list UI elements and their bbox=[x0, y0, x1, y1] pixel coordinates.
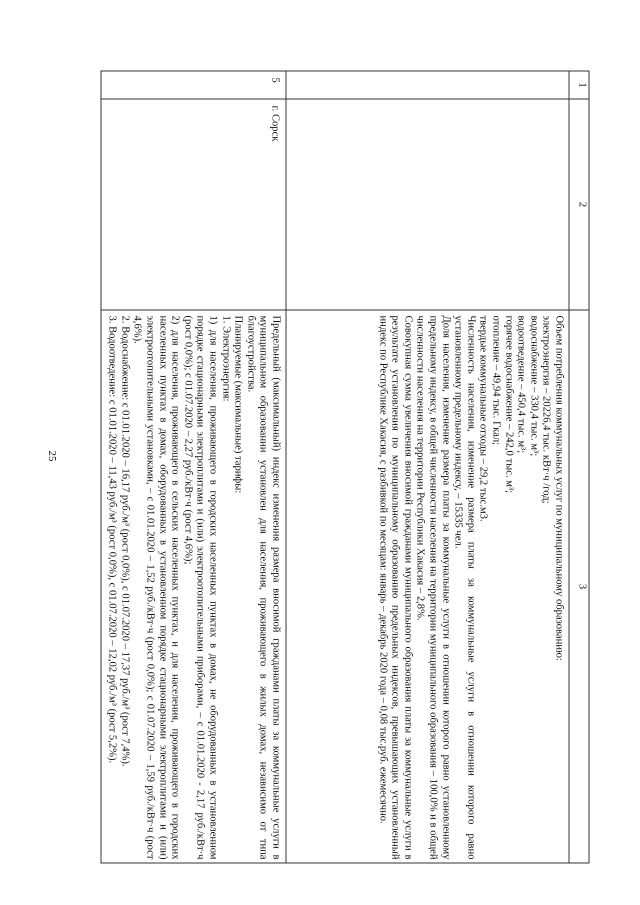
text-line: Совокупная сумма увеличения вносимой гражданами муниципального образования платы за коммунальные услуги в результате установления по муниципальному образованию предельных индексов, превышающих установленный индекс по Республике Хакасия, с разбивкой по месяцам: январь – декабрь 2020 года – 0,08 тыс.руб. ежемесячно. bbox=[377, 315, 414, 859]
table-header-row bbox=[569, 71, 589, 863]
text-line: Планируемые (максимальные) тарифы: bbox=[232, 315, 244, 493]
table-row-sorsk bbox=[101, 71, 286, 863]
text-line: 2) для населения, проживающего в сельских населенных пунктах, и для населения, проживающего в городских населенных пунктах в домах, оборудованных в установленном порядке стационарными электроплитами и (или) электроотопительными установками, – с 01.01.2020 – 1,52 руб./кВт·ч (рост 0,0%); с 01.07.2020 – 1,59 руб./кВт·ч (рост 4,6%). bbox=[131, 315, 181, 859]
text-line: Объем потребления коммунальных услуг по муниципальному образованию: bbox=[553, 315, 565, 661]
text-line: Численность населения, изменение размера платы за коммунальные услуги в отношении которого равно установленному предельному индексу, – 15335 чел. bbox=[452, 315, 477, 859]
cell-content-sorsk bbox=[101, 310, 286, 863]
text-line: 1) для населения, проживающего в городских населенных пунктах в домах, не оборудованных в установленном порядке стационарными электроплитами и (или) электроотопительными приборами, – с 01.01.2020 - 2,17 руб./кВт·ч (рост 0,0%); с 01.07.2020 – 2,27 руб./кВт·ч (рост 4,6%); bbox=[182, 315, 219, 859]
text-line: Доля населения, изменение размера платы за коммунальные услуги в отношении которого равно установленному предельному индексу, в общей численности населения на территории муниципального образования – 100,0% и в общей численности населения на территории Республики Хакасия – 2,8%. bbox=[414, 315, 452, 859]
text-line: горячее водоснабжение – 242,0 тыс. м³; bbox=[503, 315, 515, 493]
cell-municipality: г. Сорск bbox=[101, 99, 286, 310]
column-header-1: 1 bbox=[569, 71, 589, 99]
text-line: 2. Водоснабжение: с 01.01.2020 – 16,17 руб./м³ (рост 0,0%), с 01.07.2020 – 17,37 руб./м³ (рост 7,4%). bbox=[119, 315, 131, 767]
column-header-2: 2 bbox=[569, 99, 589, 310]
text-line: отопление – 49,94 тыс. Гкал; bbox=[490, 315, 502, 445]
cell-content-continued bbox=[286, 310, 569, 863]
page-number: 25 bbox=[46, 450, 58, 462]
text-line: Предельный (максимальный) индекс изменения размера вносимой гражданами платы за коммунальные услуги в муниципальном образовании установлен для населения, проживающего в жилых домах, независимо от типа благоустройства. bbox=[245, 315, 282, 859]
cell-municipality-empty bbox=[286, 99, 569, 310]
text-line: водоотведение – 450,4 тыс. м³; bbox=[515, 315, 527, 453]
text-line: электроэнергия – 20226,4 тыс. кВт·ч /год; bbox=[540, 315, 552, 504]
table-row-continued bbox=[286, 71, 569, 863]
text-line: водоснабжение – 330,4 тыс. м³; bbox=[528, 315, 540, 456]
text-line: 1. Электроэнергия: bbox=[220, 315, 232, 401]
tariff-table bbox=[100, 70, 589, 863]
column-header-3: 3 bbox=[569, 310, 589, 863]
cell-index: 5 bbox=[101, 71, 286, 99]
text-line: 3. Водоотведение: с 01.01.2020 – 11,43 руб./м³ (рост 0,0%), с 01.07.2020 – 12,02 руб./м³ (рост 5,2%). bbox=[106, 315, 118, 763]
rotated-table-container bbox=[75, 70, 590, 862]
text-line: твердые коммунальные отходы – 29,2 тыс.м3. bbox=[477, 315, 489, 522]
cell-index-empty bbox=[286, 71, 569, 99]
